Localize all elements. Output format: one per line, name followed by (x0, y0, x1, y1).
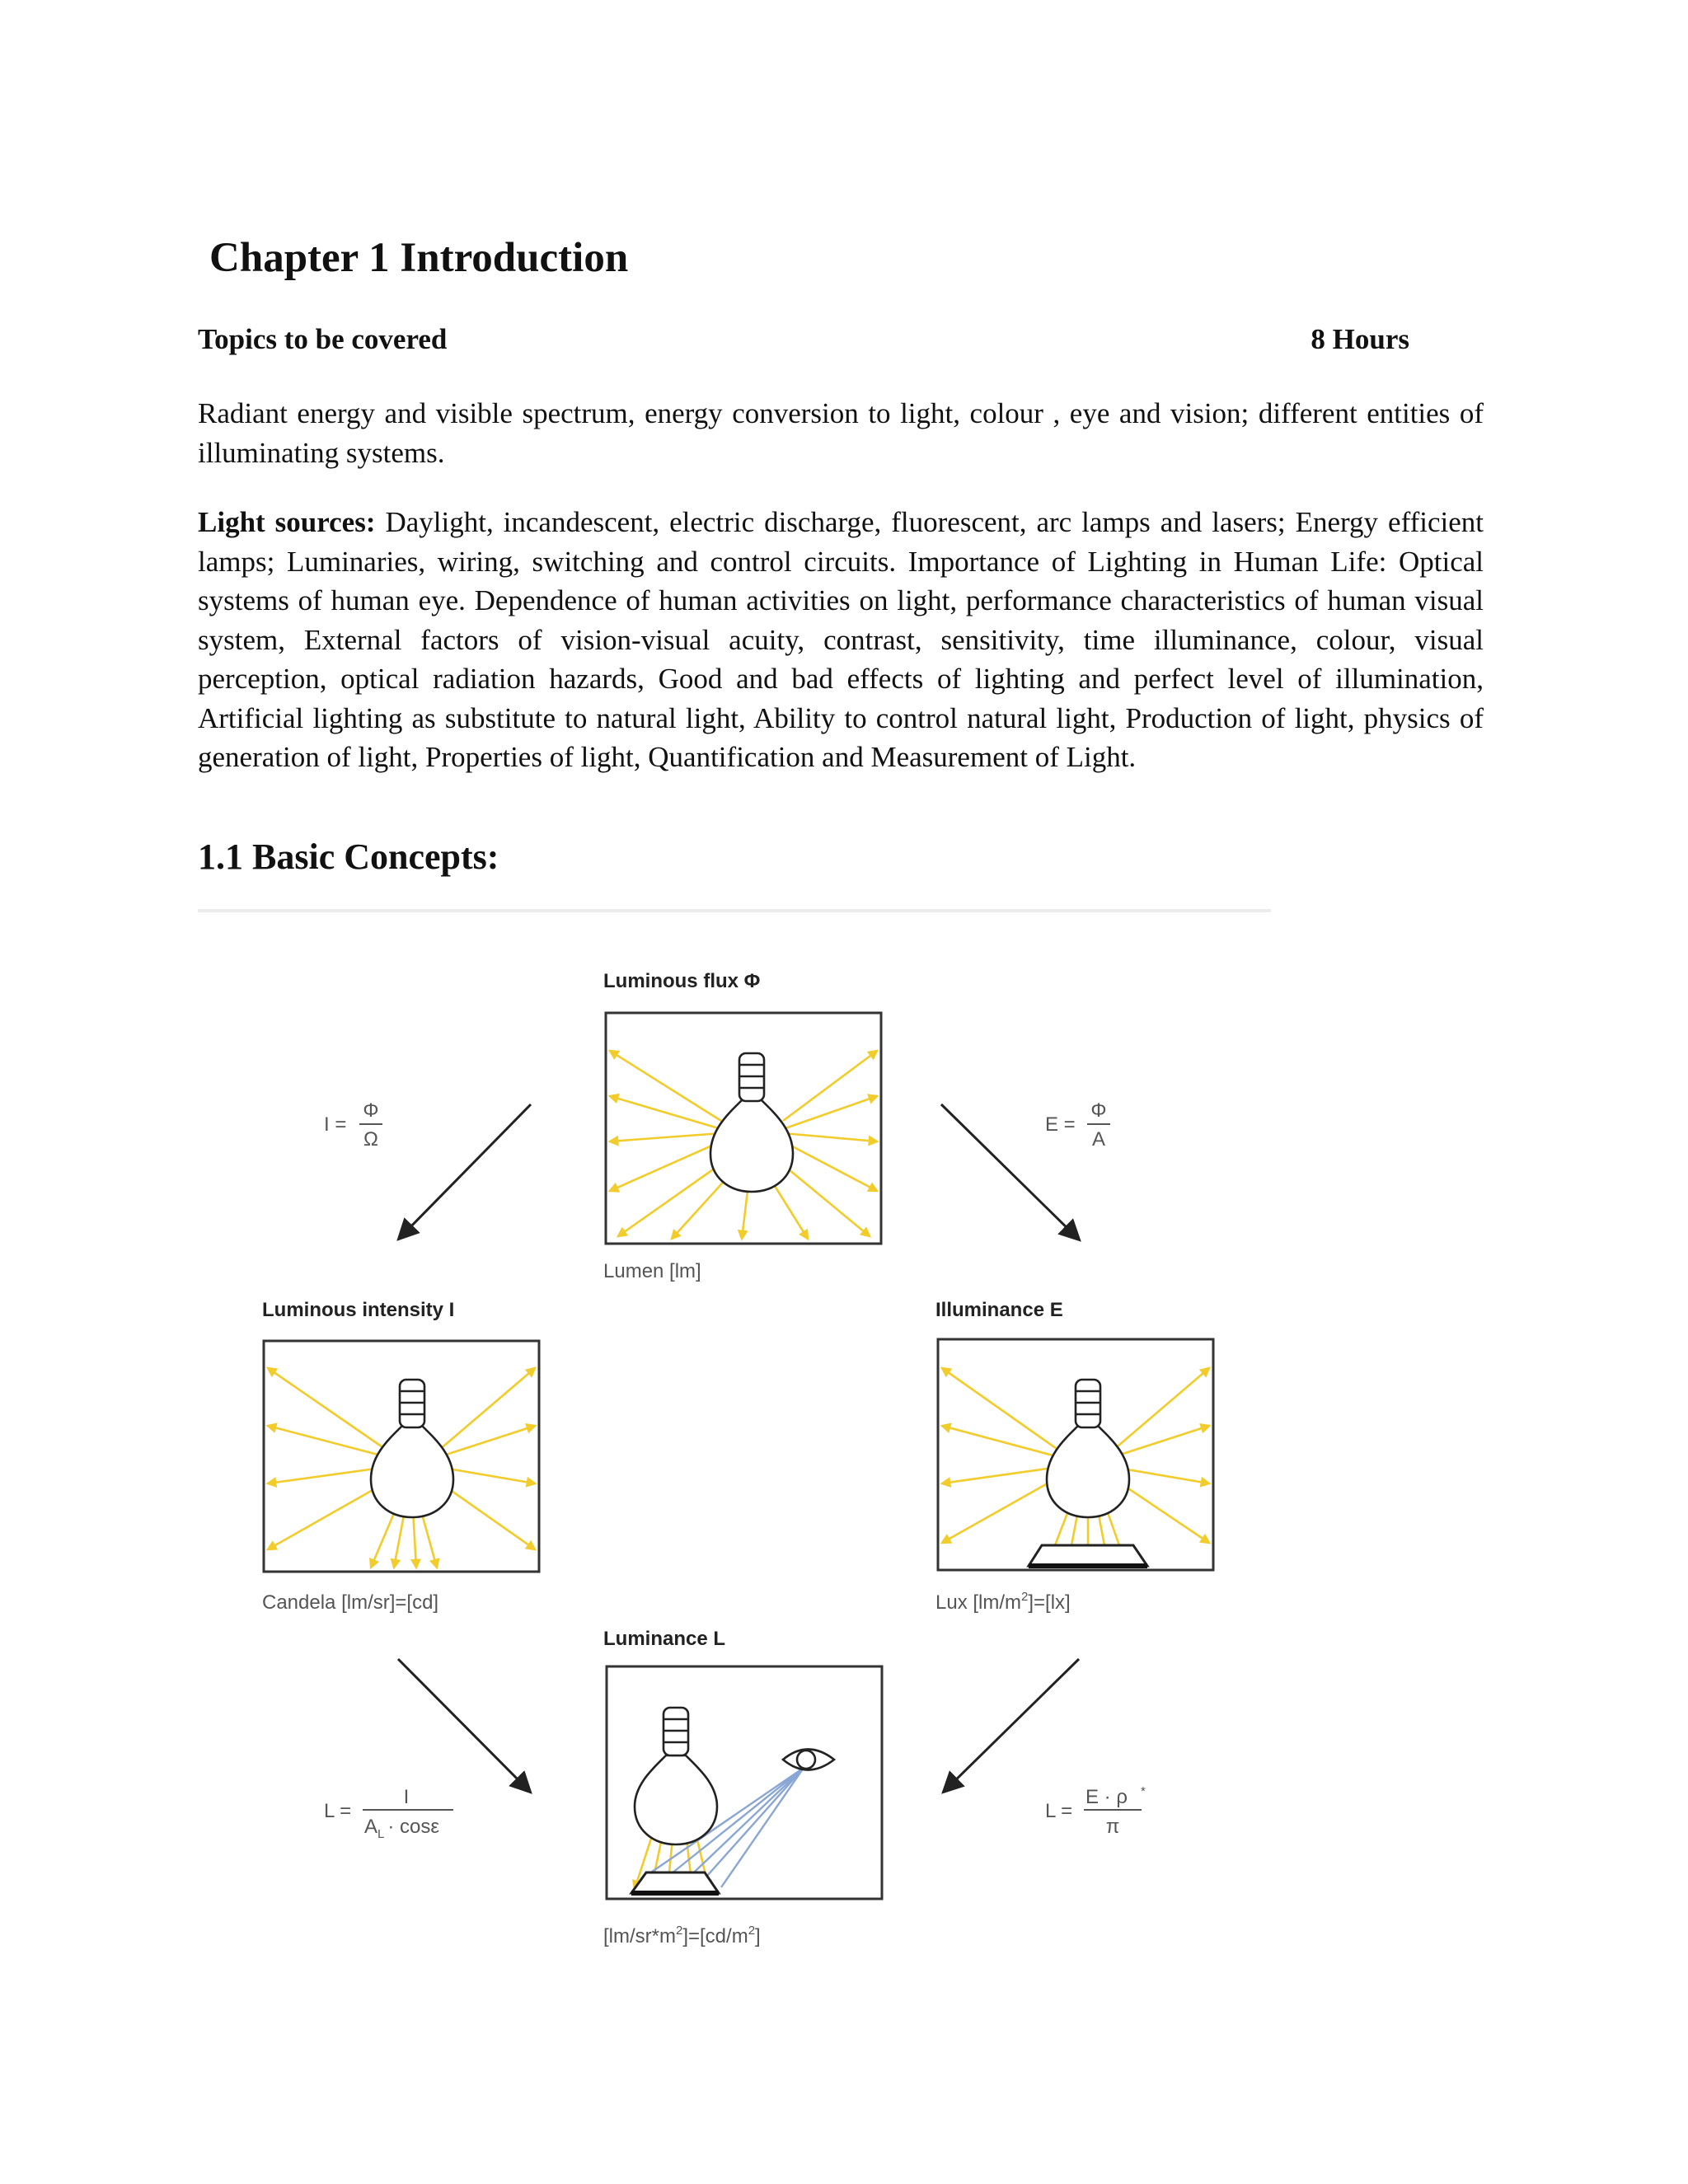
illuminance-unit-prefix: Lux [lm/m (935, 1591, 1022, 1614)
light-sources-text: Daylight, incandescent, electric discharge, fluorescent, arc lamps and lasers; Energy efficient lamps; Luminaries, wiring, switching and control circuits. Importance of Lighting in Human Life: Optical systems of human eye. Dependence of human activities on light, performance characteristics of human visual system, External factors of vision-visual acuity, contrast, sensitivity, time illuminance, colour, visual perception, optical radiation hazards, Good and bad effects of lighting and perfect level of illumination, Artificial lighting as substitute to natural light, Ability to control natural light, Production of light, physics of generation of light, Properties of light, Quantification and Measurement of Light. (198, 506, 1484, 773)
formula-luminance-illuminance-lhs: L = (1045, 1800, 1073, 1822)
luminance-unit-c: ] (755, 1925, 761, 1947)
chapter-title: Chapter 1 Introduction (209, 235, 629, 281)
flux-title: Luminous flux Φ (603, 970, 761, 992)
section-title: 1.1 Basic Concepts: (198, 837, 499, 877)
section-divider (198, 909, 1271, 912)
intensity-panel (264, 1341, 539, 1572)
illuminance-surface (1029, 1545, 1147, 1566)
svg-text:Lux [lm/m2]=[lx]: Lux $[lm/m^2]=[lx]$ (935, 1590, 1071, 1614)
illuminance-unit-suffix: ]=[lx] (1028, 1591, 1071, 1614)
luminance-unit-b: ]=[cd/m (682, 1925, 748, 1947)
flux-unit: Lumen [lm] (603, 1260, 701, 1282)
formula-intensity (324, 1099, 382, 1151)
formula-illuminance (1045, 1099, 1110, 1151)
illuminance-unit (935, 1590, 1071, 1614)
formula-luminance-intensity-den-sub: L (377, 1827, 385, 1841)
formula-illuminance-den: A (1091, 1128, 1106, 1151)
formula-intensity-num: Φ (363, 1099, 379, 1122)
intro-paragraph: Radiant energy and visible spectrum, energy conversion to light, colour , eye and vision; different entities of illuminating systems. (198, 397, 1484, 469)
formula-luminance-illuminance (1045, 1784, 1146, 1838)
formula-illuminance-lhs: E = (1045, 1113, 1076, 1136)
topics-row (198, 323, 1409, 356)
arrow-flux-to-intensity (400, 1104, 531, 1238)
formula-luminance-intensity-den-b: · cosε (387, 1816, 440, 1838)
formula-illuminance-num: Φ (1090, 1099, 1107, 1122)
intensity-title: Luminous intensity I (262, 1299, 455, 1321)
luminance-unit-a: [lm/sr*m (603, 1925, 676, 1947)
formula-luminance-intensity-den-a: A (364, 1816, 378, 1838)
formula-luminance-intensity-num: I (403, 1786, 410, 1808)
luminance-title: Luminance L (603, 1628, 726, 1650)
photometry-diagram (247, 956, 1236, 1961)
formula-intensity-den: Ω (363, 1128, 378, 1151)
arrow-intensity-to-luminance (398, 1659, 529, 1791)
luminance-surface (631, 1872, 719, 1893)
formula-luminance-illuminance-den: π (1105, 1816, 1120, 1838)
hours-label: 8 Hours (1311, 323, 1409, 355)
light-sources-label: Light sources: (198, 506, 376, 538)
formula-intensity-lhs: I = (324, 1113, 347, 1136)
illuminance-title: Illuminance E (935, 1299, 1063, 1321)
luminance-unit (603, 1924, 761, 1947)
formula-luminance-intensity (324, 1786, 453, 1841)
topics-label: Topics to be covered (198, 323, 448, 355)
flux-panel (606, 1013, 881, 1244)
light-sources-paragraph (198, 503, 1484, 777)
formula-luminance-intensity-lhs: L = (324, 1800, 352, 1822)
formula-luminance-illuminance-num: E · ρ (1085, 1786, 1128, 1808)
svg-text:AL· cosε (364, 1816, 439, 1841)
illuminance-panel (938, 1339, 1213, 1570)
svg-text:*: * (1141, 1784, 1146, 1798)
arrow-illuminance-to-luminance (945, 1659, 1079, 1791)
svg-text:[lm/sr*m2]=[cd/m2]: $[lm/sr*m^2]=[cd/m^2]$ (603, 1924, 761, 1947)
luminance-panel (607, 1666, 882, 1899)
intensity-unit: Candela [lm/sr]=[cd] (262, 1591, 439, 1614)
photometry-diagram-svg (247, 956, 1236, 1961)
